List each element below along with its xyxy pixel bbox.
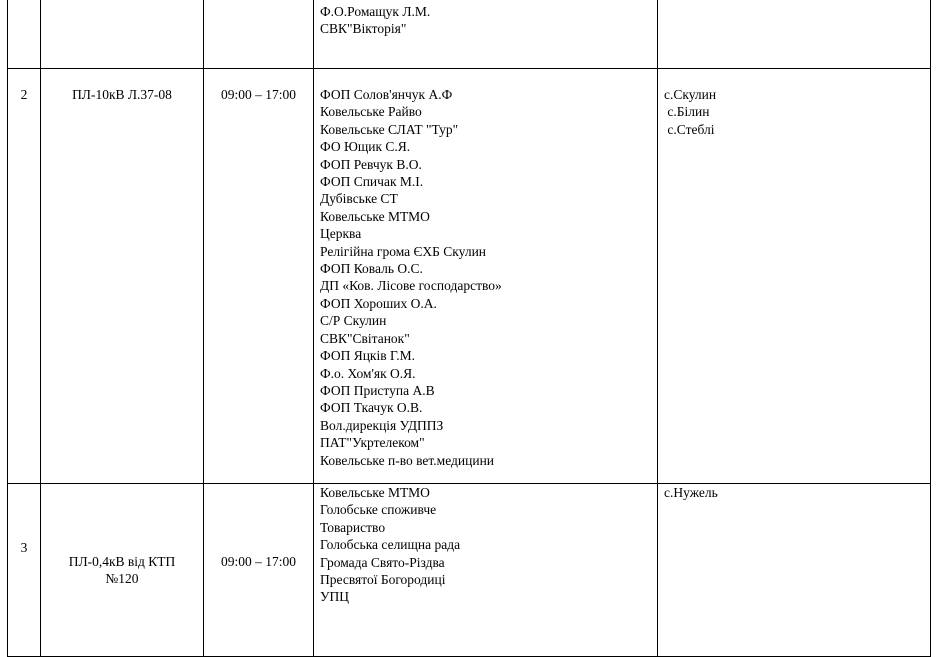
consumer-item: СВК"Світанок" <box>320 330 410 346</box>
consumer-item: ФОП Солов'янчук А.Ф <box>320 87 453 102</box>
consumer-item: Церква <box>320 226 362 242</box>
consumer-item: Пресвятої Богородиці <box>320 572 446 588</box>
line-cell <box>41 0 204 69</box>
consumer-item: ФОП Яцків Г.М. <box>320 348 416 364</box>
consumer-item: Дубівське СТ <box>320 191 398 207</box>
time-value: 09:00 – 17:00 <box>220 554 296 570</box>
consumers-cell <box>314 484 658 657</box>
line-cell: ПЛ-10кВ Л.37-08 <box>41 69 204 484</box>
consumer-item: С/Р Скулин <box>320 313 387 329</box>
consumer-item: Релігійна грома ЄХБ Скулин <box>320 243 487 259</box>
villages-cell <box>658 69 931 484</box>
consumer-item: Вол.дирекція УДППЗ <box>320 417 444 433</box>
consumer-item: ФО Ющик С.Я. <box>320 139 411 155</box>
consumer-item: ФОП Ткачук О.В. <box>320 400 423 416</box>
consumer-item: ФОП Ревчук В.О. <box>320 156 422 172</box>
consumer-item: Голобська селищна рада <box>320 537 461 553</box>
row-number-cell: 3 <box>8 484 41 657</box>
outage-schedule-table <box>7 0 931 657</box>
consumer-item: Ковельське СЛАТ "Тур" <box>320 121 459 137</box>
consumer-item: УПЦ <box>320 589 350 605</box>
line-name-part: №120 <box>105 571 139 586</box>
consumer-item: ФОП Приступа А.В <box>320 382 435 398</box>
villages-cell <box>658 484 931 657</box>
village-item: с.Стеблі <box>664 121 715 137</box>
consumer-item: ПАТ"Укртелеком" <box>320 435 425 451</box>
consumer-item: Ковельське МТМО <box>320 208 430 224</box>
consumer-item: Ковельське п-во вет.медицини <box>320 452 495 468</box>
consumer-item: Голобське споживче <box>320 502 437 518</box>
consumer-item: Громада Свято-Різдва <box>320 554 445 570</box>
village-item: с.Нужель <box>664 485 718 500</box>
time-cell: 09:00 – 17:00 <box>204 69 314 484</box>
line-cell <box>41 484 204 657</box>
village-item: с.Білин <box>664 104 710 120</box>
row-number-cell <box>8 0 41 69</box>
consumer-item: Ф.О.Ромащук Л.М. <box>320 4 431 19</box>
table-row <box>8 69 931 484</box>
consumer-item: Ковельське Райво <box>320 104 422 120</box>
time-cell <box>204 484 314 657</box>
consumer-item: Ф.о. Хом'як О.Я. <box>320 365 416 381</box>
time-cell <box>204 0 314 69</box>
consumers-cell <box>314 0 658 69</box>
row-number-cell: 2 <box>8 69 41 484</box>
table-row <box>8 0 931 69</box>
consumer-item: СВК"Вікторія" <box>320 21 407 37</box>
consumer-item: ФОП Коваль О.С. <box>320 261 423 277</box>
consumers-cell <box>314 69 658 484</box>
consumer-item: ФОП Спичак М.І. <box>320 174 424 190</box>
consumer-item: ФОП Хороших О.А. <box>320 295 437 311</box>
consumer-item: Товариство <box>320 519 386 535</box>
villages-cell <box>658 0 931 69</box>
consumer-item: ДП «Ков. Лісове господарство» <box>320 278 502 294</box>
line-name-part: ПЛ-0,4кВ від КТП <box>68 553 176 569</box>
table-row <box>8 484 931 657</box>
consumer-item: Ковельське МТМО <box>320 485 430 500</box>
village-item: с.Скулин <box>664 87 717 102</box>
